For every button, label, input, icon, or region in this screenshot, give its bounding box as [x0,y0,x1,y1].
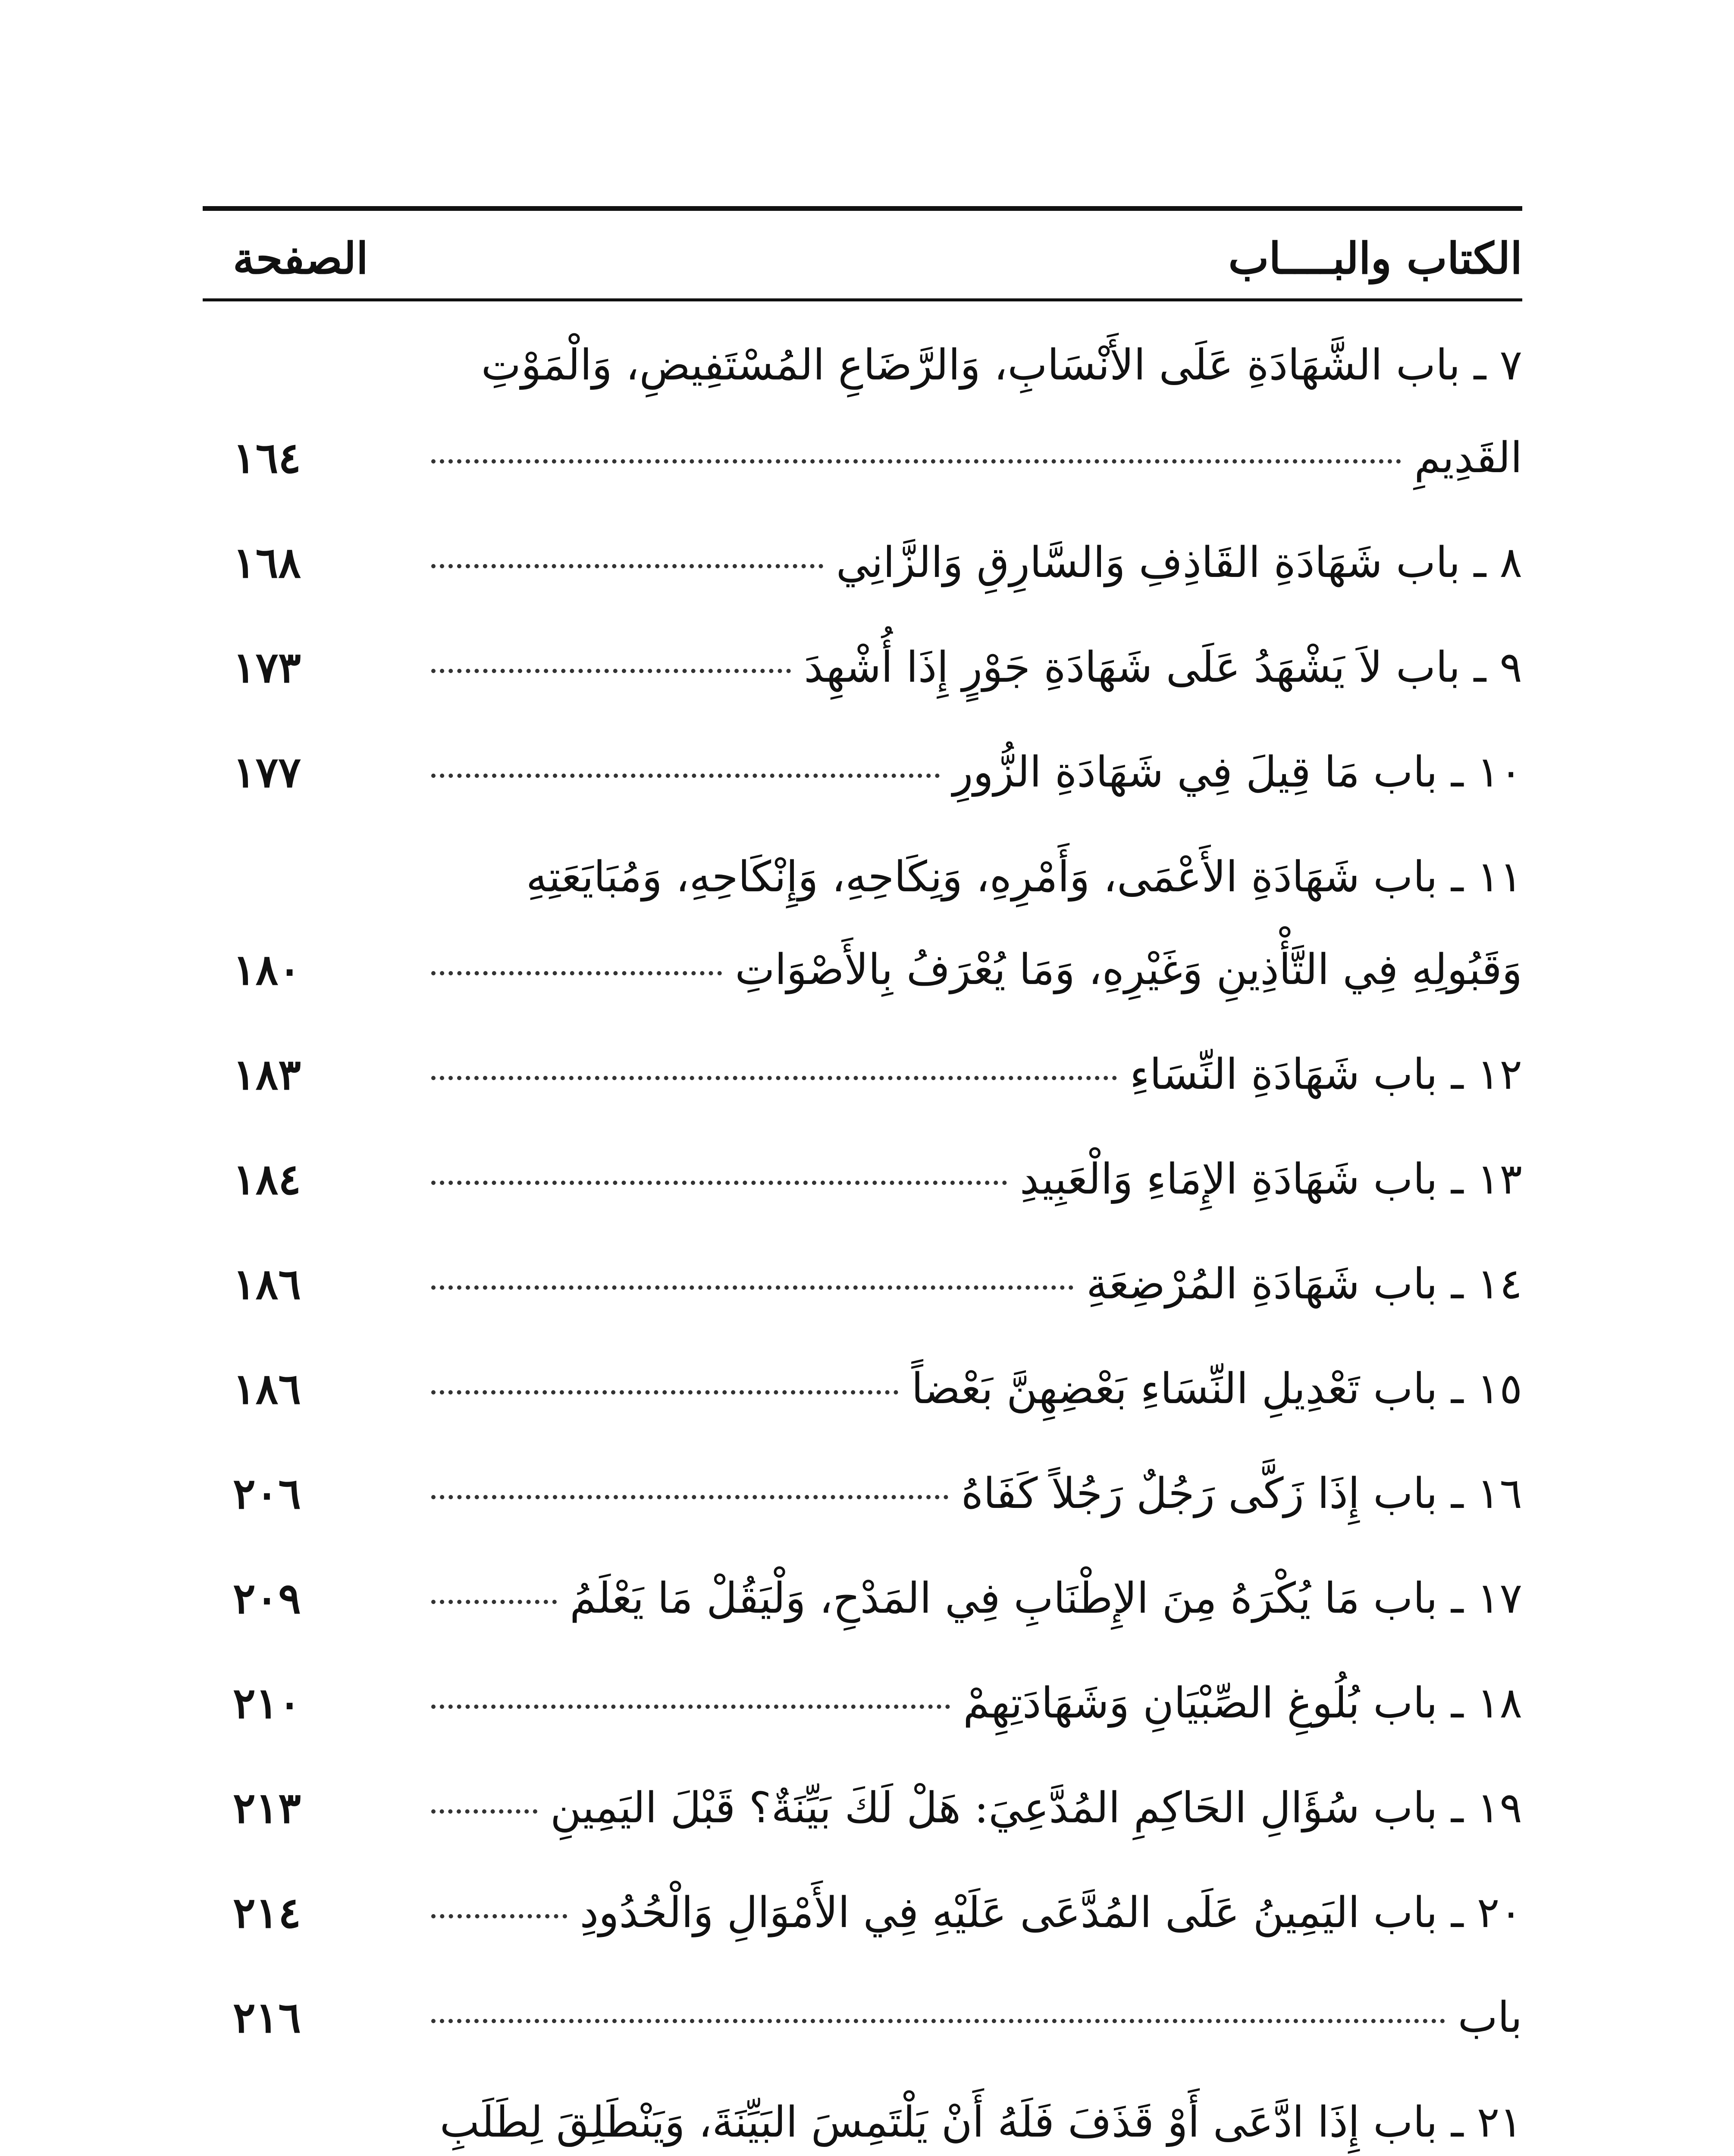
dot-leader [431,1495,948,1499]
toc-entry-line [418,1971,1522,2064]
toc-entry-line-text: ٧ ـ باب الشَّهَادَةِ عَلَى الأَنْسَابِ، وَالرَّضَاعِ المُسْتَفِيضِ، وَالْمَوْتِ [481,341,1522,390]
toc-entry-line-text: ١٦ ـ باب إِذَا زَكَّى رَجُلٌ رَجُلاً كَفَاهُ [961,1469,1522,1518]
toc-entry-line-text: وَقَبُولِهِ فِي التَّأْذِينِ وَغَيْرِهِ، وَمَا يُعْرَفُ بِالأَصْوَاتِ [735,945,1522,994]
toc-entry-page: ١٨٣ [233,1050,301,1100]
toc-entry-line [418,1867,1522,1959]
toc-entry [203,1343,1522,1435]
toc-entry [203,319,1522,505]
toc-entry-line [418,1552,1522,1645]
toc-entry [203,1028,1522,1121]
toc-entry-line [418,1028,1522,1121]
toc-entry-title [418,1028,1522,1121]
toc-entry-line-text: ١٩ ـ باب سُؤَالِ الحَاكِمِ المُدَّعِيَ: هَلْ لَكَ بَيِّنَةٌ؟ قَبْلَ اليَمِينِ [550,1783,1522,1833]
toc-entry-line-text: ٢١ ـ باب إِذَا ادَّعَى أَوْ قَذَفَ فَلَهُ أَنْ يَلْتَمِسَ البَيِّنَةَ، وَيَنْطَلِقَ لِطَلَبِ [439,2098,1522,2147]
toc-entry [203,726,1522,819]
header-bottom-rule [203,298,1522,301]
toc-entry-page: ١٨٦ [233,1364,301,1414]
toc-entry [203,831,1522,1016]
toc-entry-line-text: ١١ ـ باب شَهَادَةِ الأَعْمَى، وَأَمْرِهِ، وَنِكَاحِهِ، وَإِنْكَاحِهِ، وَمُبَايَعَتِهِ [526,852,1522,902]
toc-entry-page: ١٧٧ [233,748,301,797]
toc-entry-line [418,1343,1522,1435]
toc-entry-line [418,726,1522,819]
dot-leader [431,774,940,778]
toc-entry-line [418,1657,1522,1750]
toc-entry-line [418,621,1522,714]
toc-entry-line-text: القَدِيمِ [1414,433,1522,483]
dot-leader [431,564,823,568]
toc-entry-title [418,1762,1522,1855]
toc-entry-title [418,1448,1522,1540]
toc-entry-line [418,831,1522,924]
header-page-label: الصفحة [233,233,368,284]
toc-entry-line [418,517,1522,609]
toc-entry-title [418,517,1522,609]
toc-entry-line [418,924,1522,1016]
toc-entry-page: ٢١٠ [233,1679,301,1728]
toc-entry-line [418,1133,1522,1226]
toc-entry-line-text: ١٠ ـ باب مَا قِيلَ فِي شَهَادَةِ الزُّورِ [953,748,1522,797]
dot-leader [431,1809,537,1814]
dot-leader [431,1181,1007,1185]
dot-leader [431,2019,1445,2023]
toc-entry-title [418,1971,1522,2064]
toc-entry [203,1762,1522,1855]
toc-entry-title [418,1133,1522,1226]
toc-entry-page: ١٨٤ [233,1155,301,1204]
toc-entry [203,2076,1522,2156]
toc-entry-page: ٢٠٦ [233,1469,301,1519]
toc-entry [203,1971,1522,2064]
toc-entry-page: ١٨٠ [233,945,301,995]
toc-entry-page: ٢١٣ [233,1783,301,1833]
toc-entry-page: ١٦٨ [233,538,301,588]
toc-entry-line [418,2076,1522,2156]
dot-leader [431,669,791,673]
dot-leader [431,459,1401,464]
toc-entry-line-text: ٩ ـ باب لاَ يَشْهَدُ عَلَى شَهَادَةِ جَوْرٍ إِذَا أُشْهِدَ [804,643,1522,692]
dot-leader [431,1705,950,1709]
dot-leader [431,1076,1117,1080]
toc-entry-line-text: باب [1458,1993,1522,2042]
toc-entry-line [418,1448,1522,1540]
toc-entry-title [418,1867,1522,1959]
toc-entry [203,517,1522,609]
toc-entry-line-text: ١٧ ـ باب مَا يُكْرَهُ مِنَ الإِطْنَابِ فِي المَدْحِ، وَلْيَقُلْ مَا يَعْلَمُ [570,1574,1522,1623]
dot-leader [431,1914,567,1918]
dot-leader [431,971,722,975]
toc-entry-page: ٢١٦ [233,1993,301,2043]
toc-entry-title [418,1343,1522,1435]
toc-entry-line [418,412,1522,505]
toc-entry-title [418,621,1522,714]
dot-leader [431,1600,557,1604]
toc-entry [203,1133,1522,1226]
toc-entry [203,1238,1522,1331]
header-top-rule [203,206,1522,211]
toc-entry-line-text: ١٢ ـ باب شَهَادَةِ النِّسَاءِ [1129,1050,1522,1099]
toc-entry-line-text: ١٨ ـ باب بُلُوغِ الصِّبْيَانِ وَشَهَادَتِهِمْ [963,1679,1522,1728]
toc-entry-line [418,1762,1522,1855]
toc-entry-title [418,1552,1522,1645]
dot-leader [431,1390,898,1395]
toc-entry-page: ٢١٤ [233,1888,301,1938]
toc-entry-page: ١٦٤ [233,433,301,483]
toc-entry-title [418,726,1522,819]
toc-entry [203,1552,1522,1645]
toc-entry [203,1867,1522,1959]
toc-entry-title [418,319,1522,505]
toc-entry-title [418,831,1522,1016]
header-title: الكتاب والبــــاب [1228,233,1522,284]
toc-entry [203,1657,1522,1750]
toc-entry-title [418,1238,1522,1331]
toc-entry-line [418,319,1522,412]
toc-entry-page: ٢٠٩ [233,1574,301,1623]
toc-entry-page: ١٨٦ [233,1260,301,1309]
dot-leader [431,1285,1073,1290]
table-header [203,224,1522,293]
toc-entry-title [418,2076,1522,2156]
toc-entry-line-text: ١٤ ـ باب شَهَادَةِ المُرْضِعَةِ [1086,1260,1522,1309]
toc-entry [203,1448,1522,1540]
toc-entry [203,621,1522,714]
toc-entry-line [418,1238,1522,1331]
toc-entry-page: ١٧٣ [233,643,301,693]
toc-entry-line-text: ١٥ ـ باب تَعْدِيلِ النِّسَاءِ بَعْضِهِنَّ بَعْضاً [911,1364,1522,1413]
toc-entry-title [418,1657,1522,1750]
toc-entry-line-text: ١٣ ـ باب شَهَادَةِ الإِمَاءِ وَالْعَبِيدِ [1019,1155,1522,1204]
toc-entry-line-text: ٢٠ ـ باب اليَمِينُ عَلَى المُدَّعَى عَلَيْهِ فِي الأَمْوَالِ وَالْحُدُودِ [580,1888,1522,1937]
toc-entry-line-text: ٨ ـ باب شَهَادَةِ القَاذِفِ وَالسَّارِقِ وَالزَّانِي [836,538,1522,587]
